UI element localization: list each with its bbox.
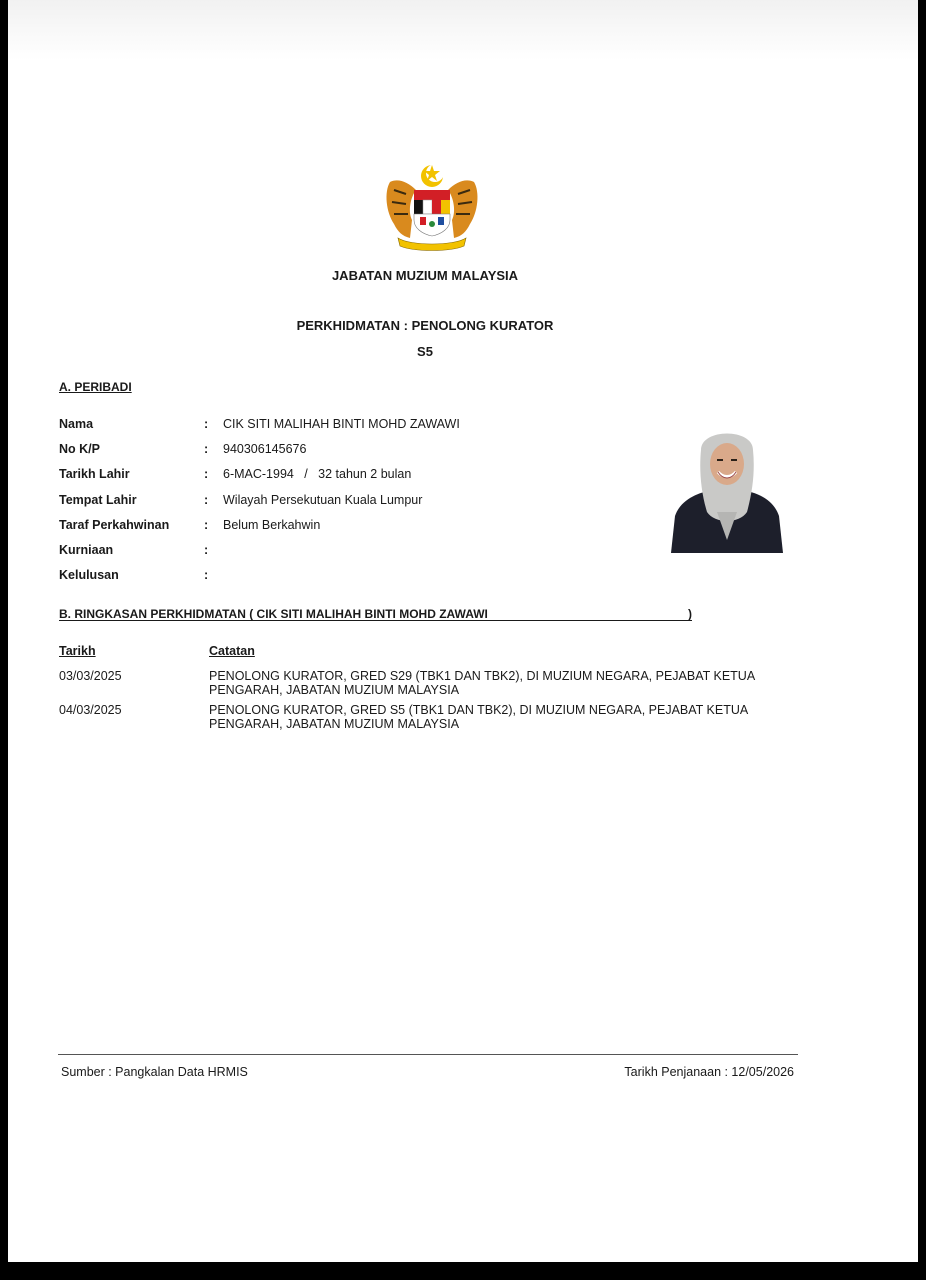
field-value-taraf-perkahwinan: Belum Berkahwin — [223, 518, 321, 532]
footer-generated-date: Tarikh Penjanaan : 12/05/2026 — [624, 1065, 794, 1079]
service-row-note: PENOLONG KURATOR, GRED S29 (TBK1 DAN TBK2), DI MUZIUM NEGARA, PEJABAT KETUA PENGARAH, JABATAN MUZIUM MALAYSIA — [209, 669, 755, 697]
field-label-nama: Nama — [59, 417, 94, 431]
department-title: JABATAN MUZIUM MALAYSIA — [331, 268, 519, 283]
service-row-note: PENOLONG KURATOR, GRED S5 (TBK1 DAN TBK2), DI MUZIUM NEGARA, PEJABAT KETUA PENGARAH, JABATAN MUZIUM MALAYSIA — [209, 703, 748, 731]
section-b-title: B. RINGKASAN PERKHIDMATAN ( CIK SITI MALIHAH BINTI MOHD ZAWAWI — [59, 607, 488, 621]
service-row-date: 04/03/2025 — [59, 703, 122, 717]
field-label-tarikh-lahir: Tarikh Lahir — [59, 467, 130, 481]
field-label-kelulusan: Kelulusan — [59, 568, 119, 582]
service-row-date: 03/03/2025 — [59, 669, 122, 683]
field-value-nama: CIK SITI MALIHAH BINTI MOHD ZAWAWI — [223, 417, 460, 431]
column-header-tarikh: Tarikh — [59, 644, 96, 658]
section-b-underline — [59, 620, 692, 621]
section-b-title-close: ) — [688, 607, 692, 621]
field-label-tempat-lahir: Tempat Lahir — [59, 493, 137, 507]
field-value-tarikh-lahir: 6-MAC-1994 / 32 tahun 2 bulan — [223, 467, 412, 481]
section-a-title: A. PERIBADI — [59, 380, 132, 394]
passport-photo — [671, 420, 783, 553]
scan-shade — [8, 0, 918, 60]
service-title: PERKHIDMATAN : PENOLONG KURATOR — [296, 318, 554, 333]
field-value-no-kp: 940306145676 — [223, 442, 307, 456]
colon: : — [204, 568, 209, 582]
field-value-tempat-lahir: Wilayah Persekutuan Kuala Lumpur — [223, 493, 423, 507]
colon: : — [204, 467, 209, 481]
colon: : — [204, 493, 209, 507]
colon: : — [204, 442, 209, 456]
colon: : — [204, 518, 209, 532]
field-label-taraf-perkahwinan: Taraf Perkahwinan — [59, 518, 170, 532]
field-label-no-kp: No K/P — [59, 442, 100, 456]
malaysia-coat-of-arms-icon — [380, 162, 484, 254]
field-label-kurniaan: Kurniaan — [59, 543, 114, 557]
footer-source: Sumber : Pangkalan Data HRMIS — [61, 1065, 248, 1079]
colon: : — [204, 417, 209, 431]
grade-title: S5 — [417, 344, 433, 359]
footer-rule — [58, 1054, 798, 1055]
column-header-catatan: Catatan — [209, 644, 255, 658]
colon: : — [204, 543, 209, 557]
document-page — [8, 0, 918, 1262]
